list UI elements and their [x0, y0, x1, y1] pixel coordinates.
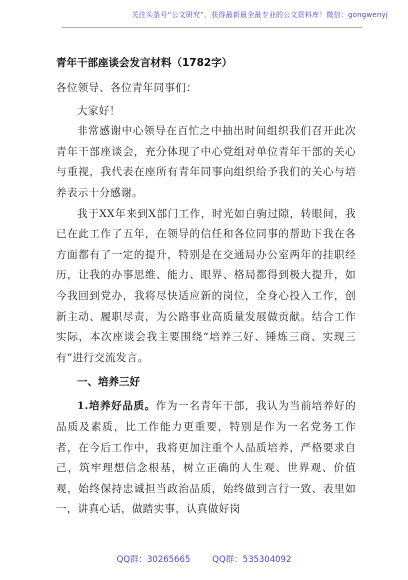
- paragraph-intro: 我于XX年来到X部门工作，时光如白驹过隙，转眼间，我已在此工作了五年，在领导的信任和各位同事的帮助下我在各方面都有了一定的提升，特别是在交通局办公室两年的挂职经历，让我的办事思维、能力、眼界、格局都得到极大提升，如今我回到党办，我将尽快适应新的岗位，全身心投入工作，创新主动、履职尽责，为公路事业高质量发展做贡献。结合工作实际，本次座谈会我主要围绕“培养三好、锤炼三商、实现三有”进行交流发言。: [56, 207, 356, 364]
- footer-qq-group-1: QQ群：30265665: [116, 555, 191, 565]
- header-divider: [62, 27, 362, 28]
- footer-qq-group-2: QQ群：535304092: [212, 555, 292, 565]
- document-title: 青年干部座谈会发言材料（1782字）: [56, 57, 233, 69]
- paragraph-thanks: 非常感谢中心领导在百忙之中抽出时间组织我们召开此次青年干部座谈会，充分体现了中心党组对单位青年干部的关心与重视，我代表在座所有青年同事向组织给予我们的关心与培养表示十分感谢。: [56, 125, 356, 199]
- header-banner: 关注头条号“公文研究”，获得最新最全最专业的公文资料库！微信：gongwenyj: [131, 11, 388, 19]
- footer: [0, 553, 408, 565]
- subsection-heading: 1.培养好品质。: [77, 400, 156, 413]
- greeting: 大家好！: [77, 104, 121, 117]
- document-body: [56, 55, 356, 520]
- salutation: 各位领导、各位青年同事们：: [56, 82, 198, 94]
- section-heading: 一、培养三好: [77, 376, 140, 389]
- subsection-paragraph: [56, 396, 356, 520]
- subsection-body: 作为一名青年干部，我认为当前培养好的品质及素质，比工作能力更重要，特别是作为一名党务工作者，在今后工作中，我将更加注重个人品质培养，严格要求自己，筑牢理想信念根基，树立正确的人生观、世界观、价值观，始终保持忠诚担当政治品质，始终做到言行一致、表里如一，讲真心话，做踏实事，认真做好岗: [56, 400, 356, 516]
